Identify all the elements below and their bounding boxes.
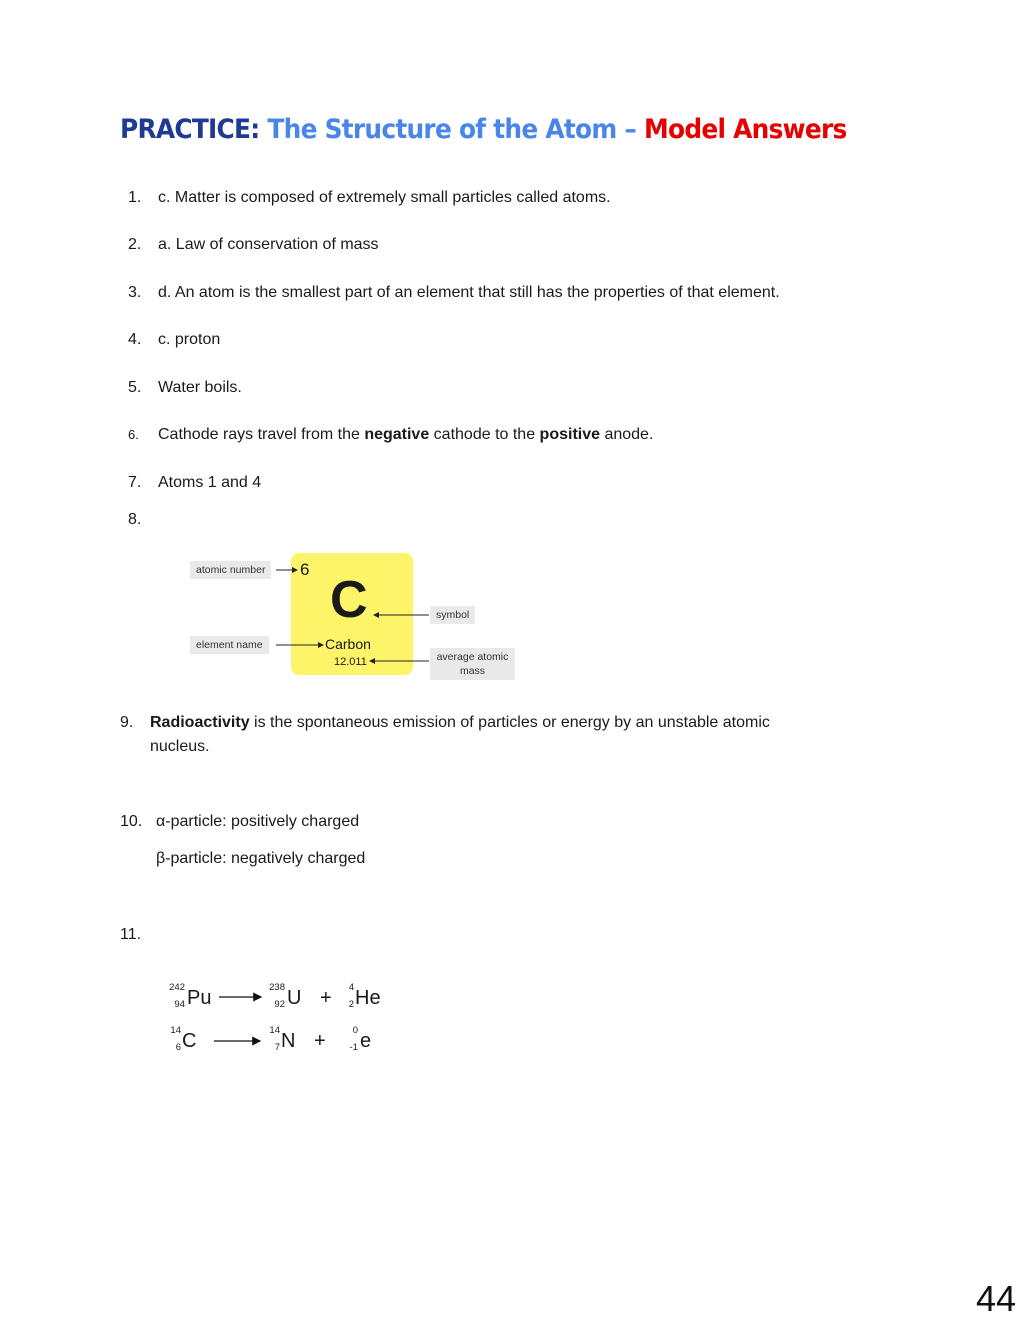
eq1-product2-symbol: He xyxy=(355,987,381,1009)
eq1-product2-mass: 4 xyxy=(348,982,354,993)
answer-1-text: c. Matter is composed of extremely small particles called atoms. xyxy=(158,189,611,206)
answer-4-text: c. proton xyxy=(158,331,221,348)
answer-6-negative: negative xyxy=(364,426,430,443)
answer-4-number: 4. xyxy=(128,331,142,348)
answer-5-text: Water boils. xyxy=(158,379,242,396)
answer-2-text: a. Law of conservation of mass xyxy=(158,236,379,253)
answer-11-number: 11. xyxy=(120,926,142,943)
answer-9-term: Radioactivity xyxy=(150,714,250,731)
eq2-product2-symbol: e xyxy=(360,1030,372,1052)
eq2-reactant-symbol: C xyxy=(182,1030,197,1052)
title-practice: PRACTICE: xyxy=(120,114,260,145)
eq2-product1-mass: 14 xyxy=(269,1025,280,1036)
page-number: 44 xyxy=(975,1278,1016,1319)
answer-5-number: 5. xyxy=(128,379,142,396)
answer-10-beta: β-particle: negatively charged xyxy=(156,850,366,867)
answer-6-number: 6. xyxy=(128,427,139,442)
answer-6-mid: cathode to the xyxy=(429,426,540,443)
eq1-reactant-atomic: 94 xyxy=(174,999,185,1010)
answer-9-definition: is the spontaneous emission of particles or energy by an unstable atomic xyxy=(249,714,770,731)
eq2-reactant-mass: 14 xyxy=(170,1025,181,1036)
eq2-product2-mass: 0 xyxy=(352,1025,358,1036)
answer-7-text: Atoms 1 and 4 xyxy=(158,474,262,491)
label-mass-line2: mass xyxy=(459,665,486,677)
answer-3-text: d. An atom is the smallest part of an element that still has the properties of that element. xyxy=(158,284,780,301)
answer-7-number: 7. xyxy=(128,474,142,491)
label-atomic-number: atomic number xyxy=(190,561,271,579)
tile-symbol: C xyxy=(330,571,368,629)
eq1-product2-atomic: 2 xyxy=(348,999,354,1010)
answer-6-positive: positive xyxy=(539,426,601,443)
eq1-product1-symbol: U xyxy=(287,987,302,1009)
label-symbol: symbol xyxy=(430,606,475,624)
answer-9-text-cont: nucleus. xyxy=(150,738,210,755)
answer-8-number: 8. xyxy=(128,511,142,528)
eq1-plus: + xyxy=(320,987,332,1009)
eq2-product1-atomic: 7 xyxy=(274,1042,280,1053)
eq1-product1-mass: 238 xyxy=(269,982,285,993)
answer-10-number: 10. xyxy=(120,813,143,830)
tile-atomic-mass: 12.011 xyxy=(334,656,367,668)
title-topic: The Structure of the Atom – xyxy=(267,114,637,145)
label-mass-line1: average atomic xyxy=(436,651,509,663)
answer-6-pre: Cathode rays travel from the xyxy=(158,426,365,443)
answer-3-number: 3. xyxy=(128,284,142,301)
eq2-product2-atomic: -1 xyxy=(349,1042,358,1053)
eq2-product1-symbol: N xyxy=(281,1030,296,1052)
tile-atomic-number: 6 xyxy=(300,560,310,579)
answer-9-number: 9. xyxy=(120,714,134,731)
label-element-name: element name xyxy=(190,636,269,654)
answer-2-number: 2. xyxy=(128,236,142,253)
eq1-reactant-mass: 242 xyxy=(169,982,185,993)
tile-element-name: Carbon xyxy=(325,636,371,652)
title-model-answers: Model Answers xyxy=(644,114,847,145)
eq2-reactant-atomic: 6 xyxy=(175,1042,181,1053)
eq2-plus: + xyxy=(314,1030,326,1052)
answer-10-alpha: α-particle: positively charged xyxy=(156,813,360,830)
answer-6-post: anode. xyxy=(600,426,654,443)
answer-1-number: 1. xyxy=(128,189,142,206)
eq1-reactant-symbol: Pu xyxy=(187,987,212,1009)
eq1-product1-atomic: 92 xyxy=(274,999,285,1010)
